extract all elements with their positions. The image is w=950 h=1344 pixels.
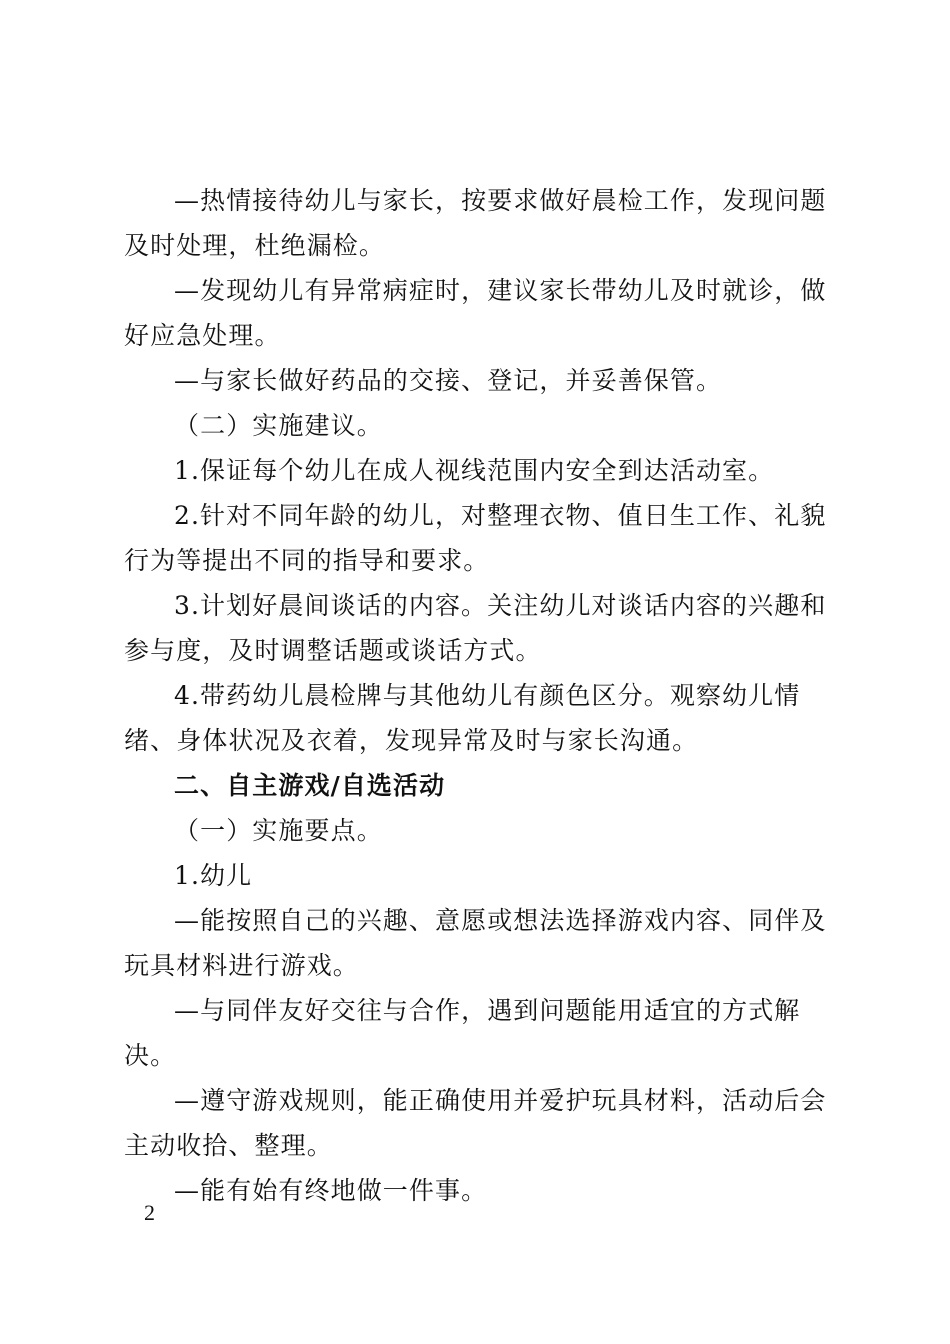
- paragraph-suggestion-3: 3.计划好晨间谈话的内容。关注幼儿对谈话内容的兴趣和参与度，及时调整话题或谈话方式。: [124, 591, 827, 665]
- page-number: 2: [144, 1200, 155, 1225]
- subheading-implementation-points: （一）实施要点。: [174, 816, 383, 845]
- paragraph-peer-cooperation: —与同伴友好交往与合作，遇到问题能用适宜的方式解决。: [124, 996, 801, 1070]
- paragraph-children-label: 1.幼儿: [174, 861, 253, 890]
- paragraph-abnormal-symptoms: —发现幼儿有异常病症时，建议家长带幼儿及时就诊，做好应急处理。: [124, 276, 827, 350]
- paragraph-finish-task: —能有始有终地做一件事。: [174, 1176, 488, 1205]
- section-heading-free-play: 二、自主游戏/自选活动: [174, 771, 446, 800]
- paragraph-suggestion-4: 4.带药幼儿晨检牌与其他幼儿有颜色区分。观察幼儿情绪、身体状况及衣着，发现异常及时与家长沟通。: [124, 681, 801, 755]
- paragraph-morning-check-reception: —热情接待幼儿与家长，按要求做好晨检工作，发现问题及时处理，杜绝漏检。: [124, 186, 827, 260]
- subheading-implementation-suggestions: （二）实施建议。: [174, 411, 383, 440]
- paragraph-suggestion-2: 2.针对不同年龄的幼儿，对整理衣物、值日生工作、礼貌行为等提出不同的指导和要求。: [124, 501, 827, 575]
- paragraph-choose-game: —能按照自己的兴趣、意愿或想法选择游戏内容、同伴及玩具材料进行游戏。: [124, 906, 827, 980]
- paragraph-medicine-handover: —与家长做好药品的交接、登记，并妥善保管。: [174, 366, 723, 395]
- paragraph-game-rules: —遵守游戏规则，能正确使用并爱护玩具材料，活动后会主动收拾、整理。: [124, 1086, 827, 1160]
- document-body: [124, 178, 834, 1213]
- paragraph-suggestion-1: 1.保证每个幼儿在成人视线范围内安全到达活动室。: [174, 456, 775, 485]
